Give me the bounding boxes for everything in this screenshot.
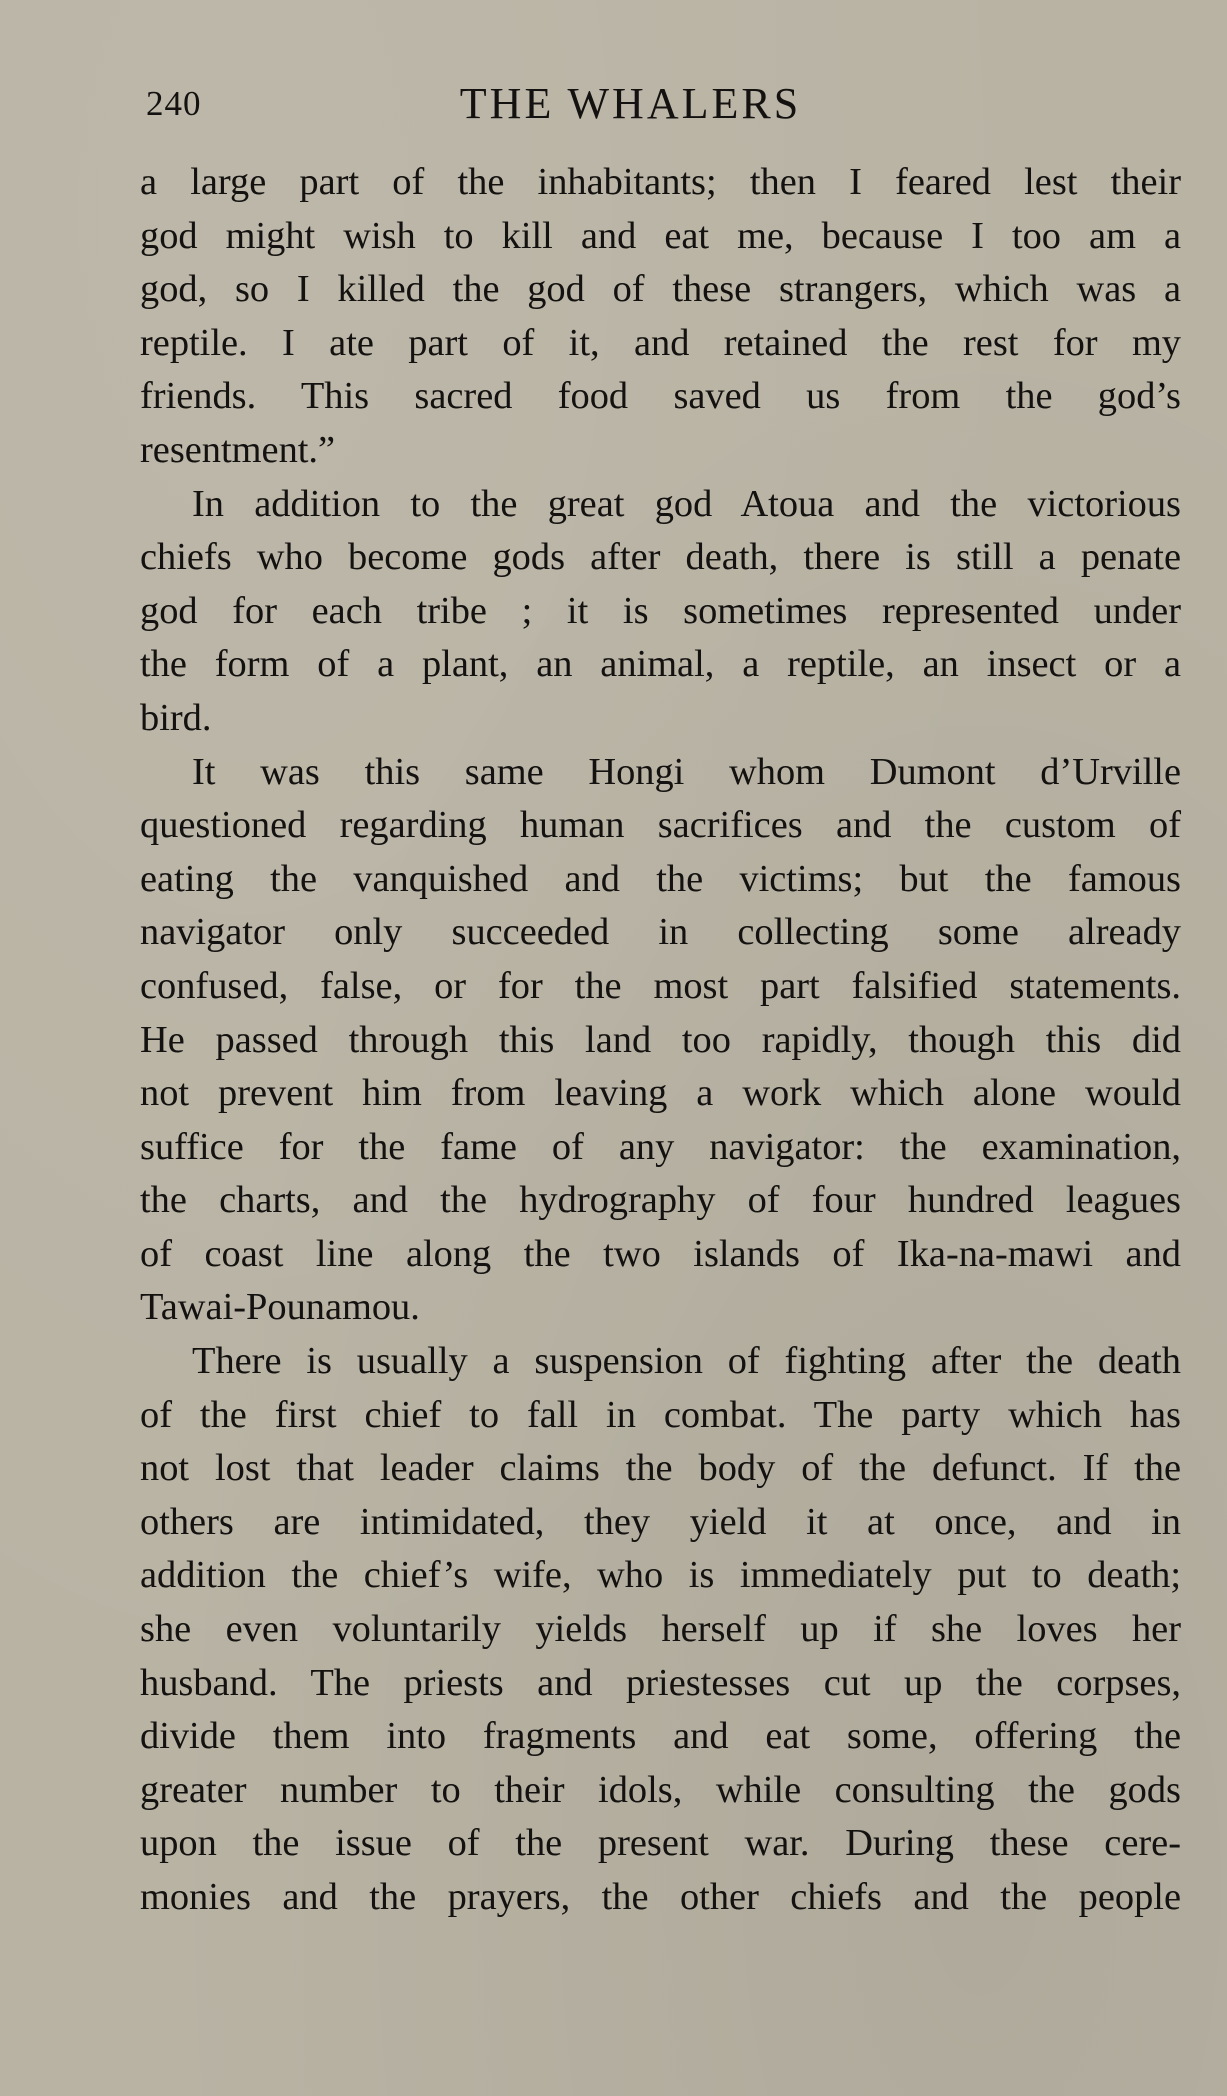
text-line: god might wish to kill and eat me, because I too am a bbox=[140, 214, 1181, 257]
text-line: the charts, and the hydrography of four hundred leagues bbox=[140, 1179, 1181, 1222]
text-line: Tawai-Pounamou. bbox=[140, 1286, 420, 1329]
text-line: bird. bbox=[140, 696, 212, 739]
text-line: the form of a plant, an animal, a reptile, an insect or a bbox=[140, 643, 1181, 686]
text-line: friends. This sacred food saved us from the god’s bbox=[140, 375, 1181, 418]
text-line: eating the vanquished and the victims; but the famous bbox=[140, 857, 1181, 900]
text-line: confused, false, or for the most part falsified statements. bbox=[140, 964, 1181, 1007]
text-line: navigator only succeeded in collecting some already bbox=[140, 911, 1181, 954]
text-line: god, so I killed the god of these strangers, which was a bbox=[140, 268, 1181, 311]
text-line: In addition to the great god Atoua and the victorious bbox=[192, 482, 1181, 525]
text-line: others are intimidated, they yield it at once, and in bbox=[140, 1500, 1181, 1543]
text-line: husband. The priests and priestesses cut up the corpses, bbox=[140, 1661, 1181, 1704]
text-line: not prevent him from leaving a work which alone would bbox=[140, 1072, 1181, 1115]
text-line: upon the issue of the present war. During these cere- bbox=[140, 1822, 1181, 1865]
text-line: There is usually a suspension of fighting after the death bbox=[192, 1340, 1181, 1383]
text-line: resentment.” bbox=[140, 428, 336, 471]
text-line: monies and the prayers, the other chiefs and the people bbox=[140, 1876, 1181, 1918]
text-line: reptile. I ate part of it, and retained the rest for my bbox=[140, 321, 1181, 364]
body-text bbox=[140, 156, 1181, 1925]
page-number: 240 bbox=[146, 84, 202, 123]
text-line: god for each tribe ; it is sometimes represented under bbox=[140, 589, 1181, 632]
text-line: a large part of the inhabitants; then I feared lest their bbox=[140, 161, 1181, 203]
text-line: suffice for the fame of any navigator: the examination, bbox=[140, 1125, 1181, 1168]
text-line: of coast line along the two islands of Ika-na-mawi and bbox=[140, 1232, 1181, 1275]
text-line: questioned regarding human sacrifices and the custom of bbox=[140, 804, 1181, 847]
text-line: she even voluntarily yields herself up if she loves her bbox=[140, 1608, 1181, 1651]
text-line: greater number to their idols, while consulting the gods bbox=[140, 1768, 1181, 1811]
text-line: of the first chief to fall in combat. The party which has bbox=[140, 1393, 1181, 1436]
text-line: It was this same Hongi whom Dumont d’Urville bbox=[192, 750, 1181, 793]
text-line: He passed through this land too rapidly, though this did bbox=[140, 1018, 1181, 1061]
text-line: addition the chief’s wife, who is immediately put to death; bbox=[140, 1554, 1181, 1597]
text-line: divide them into fragments and eat some, offering the bbox=[140, 1715, 1181, 1758]
text-line: not lost that leader claims the body of the defunct. If the bbox=[140, 1447, 1181, 1490]
running-title: THE WHALERS bbox=[459, 79, 802, 128]
text-line: chiefs who become gods after death, there is still a penate bbox=[140, 536, 1181, 579]
running-head bbox=[140, 78, 1181, 144]
